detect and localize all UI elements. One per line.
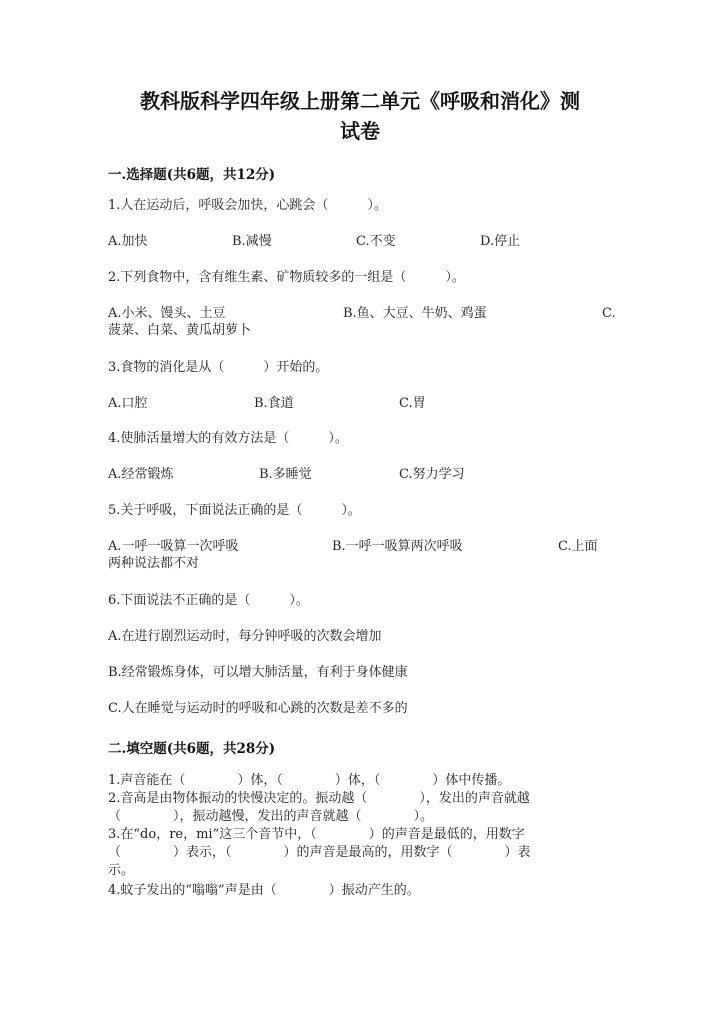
q3-option-c: C.胃 [399, 396, 426, 411]
exam-title [100, 86, 620, 146]
q5-option-b: B.一呼一吸算两次呼吸 [332, 539, 463, 554]
q4-option-a: A.经常锻炼 [108, 467, 174, 482]
q2-option-a: A.小米、馒头、土豆 [108, 306, 226, 321]
q5-option-c: C.上面 [558, 539, 598, 554]
q2-option-c: C. [602, 306, 616, 321]
q6-option-b: B.经常锻炼身体，可以增大肺活量，有利于身体健康 [108, 665, 408, 680]
question-2: 2.下列食物中，含有维生素、矿物质较多的一组是（ ）。 [108, 270, 465, 285]
fill-line-7: 4.蚊子发出的“嗡嗡”声是由（ ）振动产生的。 [108, 883, 420, 898]
fill-line-6: 示。 [108, 863, 135, 878]
section-choice-heading: 一.选择题(共6题，共12分) [108, 167, 276, 183]
q4-option-c: C.努力学习 [399, 467, 465, 482]
q3-option-a: A.口腔 [108, 396, 148, 411]
q6-option-a: A.在进行剧烈运动时，每分钟呼吸的次数会增加 [108, 629, 382, 644]
q6-option-c: C.人在睡觉与运动时的呼吸和心跳的次数是差不多的 [108, 701, 408, 716]
exam-title-line-2: 试卷 [340, 119, 380, 143]
question-4: 4.使肺活量增大的有效方法是（ ）。 [108, 431, 348, 446]
q4-option-b: B.多睡觉 [259, 467, 312, 482]
q5-option-c-continuation: 两种说法都不对 [108, 556, 200, 571]
q1-option-b: B.减慢 [232, 234, 272, 249]
fill-line-2: 2.音高是由物体振动的快慢决定的。振动越（ ），发出的声音就越 [108, 791, 530, 806]
fill-line-3: （ ），振动越慢，发出的声音就越（ ）。 [108, 809, 434, 824]
q1-option-c: C.不变 [356, 234, 396, 249]
question-1: 1.人在运动后，呼吸会加快，心跳会（ ）。 [108, 198, 387, 213]
q2-option-c-continuation: 菠菜、白菜、黄瓜胡萝卜 [108, 323, 252, 338]
q1-option-d: D.停止 [480, 234, 521, 249]
question-6: 6.下面说法不正确的是（ ）。 [108, 593, 309, 608]
fill-line-1: 1.声音能在（ ）体，（ ）体，（ ）体中传播。 [108, 773, 511, 788]
q2-option-b: B.鱼、大豆、牛奶、鸡蛋 [343, 306, 487, 321]
fill-line-5: （ ）表示，（ ）的声音是最高的，用数字（ ）表 [108, 845, 531, 860]
question-3: 3.食物的消化是从（ ）开始的。 [108, 360, 329, 375]
q1-option-a: A.加快 [108, 234, 148, 249]
question-5: 5.关于呼吸，下面说法正确的是（ ）。 [108, 503, 361, 518]
fill-line-4: 3.在“do，re，mi”这三个音节中，（ ）的声音是最低的，用数字 [108, 827, 525, 842]
exam-title-line-1: 教科版科学四年级上册第二单元《呼吸和消化》测 [140, 89, 580, 113]
section-fill-heading: 二.填空题(共6题，共28分) [108, 741, 276, 757]
q3-option-b: B.食道 [254, 396, 294, 411]
q5-option-a: A.一呼一吸算一次呼吸 [108, 539, 239, 554]
